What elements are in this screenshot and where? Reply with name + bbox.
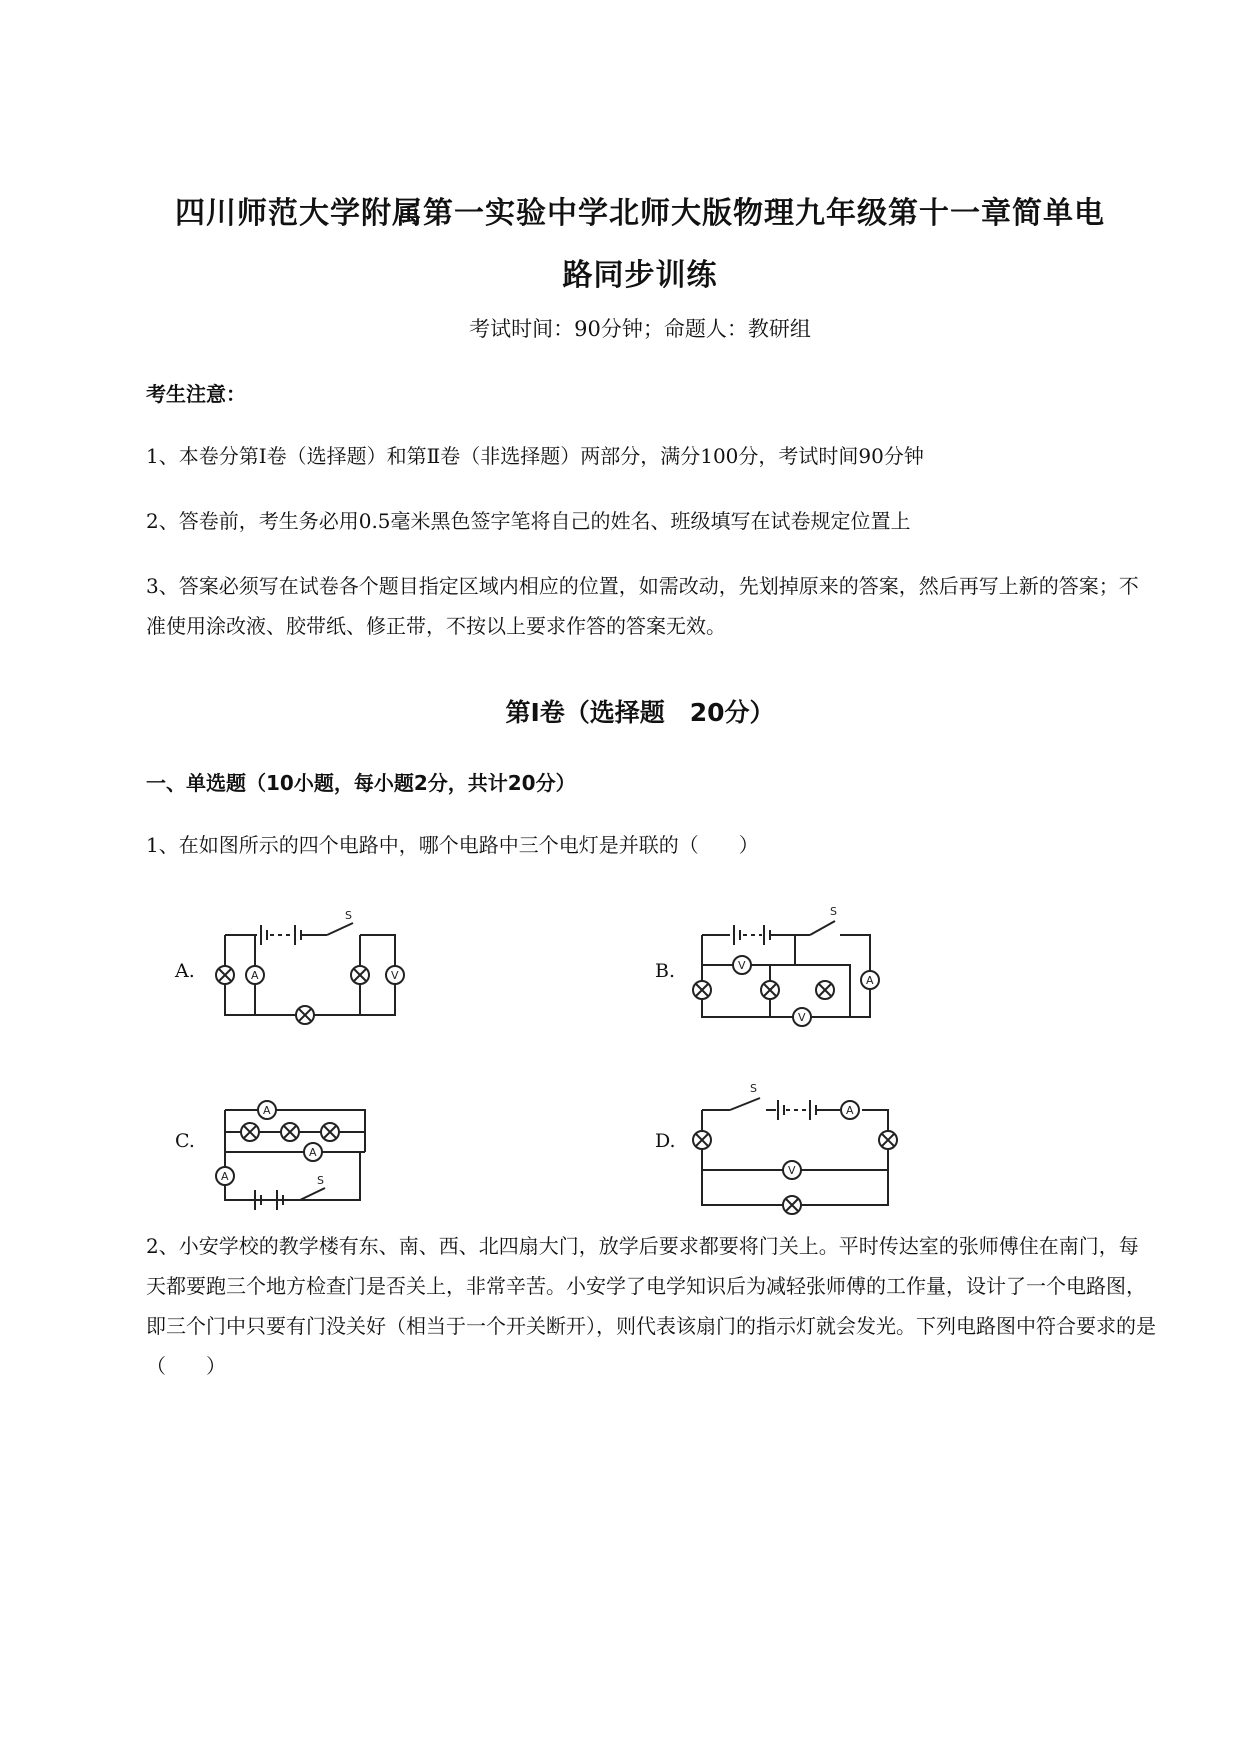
svg-text:S: S [830, 905, 837, 918]
option-a-label: A. [175, 960, 195, 982]
circuit-diagram-a [215, 905, 405, 1025]
notice-item-3: 3、答案必须写在试卷各个题目指定区域内相应的位置，如需改动，先划掉原来的答案，然后再写上新的答案；不准使用涂改液、胶带纸、修正带，不按以上要求作答的答案无效。 [146, 574, 1139, 638]
part-heading: 一、单选题（10小题，每小题2分，共计20分） [146, 771, 576, 795]
svg-text:A: A [309, 1146, 317, 1159]
svg-text:A: A [263, 1104, 271, 1117]
svg-text:V: V [798, 1011, 806, 1024]
svg-text:A: A [866, 974, 874, 987]
notice-heading: 考生注意： [146, 382, 246, 406]
option-d-label: D. [655, 1130, 676, 1152]
circuit-diagram-b [690, 905, 890, 1040]
svg-text:V: V [391, 969, 399, 982]
switch-label: S [345, 909, 352, 922]
svg-text:A: A [221, 1170, 229, 1183]
svg-text:A: A [846, 1104, 854, 1117]
exam-info: 考试时间：90分钟；命题人：教研组 [469, 317, 811, 341]
svg-text:S: S [317, 1174, 324, 1187]
page-title-line1: 四川师范大学附属第一实验中学北师大版物理九年级第十一章简单电 [175, 196, 1105, 231]
circuit-diagram-d [690, 1080, 900, 1215]
notice-item-1: 1、本卷分第Ⅰ卷（选择题）和第Ⅱ卷（非选择题）两部分，满分100分，考试时间90分钟 [146, 444, 924, 468]
notice-item-2: 2、答卷前，考生务必用0.5毫米黑色签字笔将自己的姓名、班级填写在试卷规定位置上 [146, 509, 911, 533]
page-title-line2: 路同步训练 [562, 258, 718, 293]
section-title: 第Ⅰ卷（选择题 20分） [505, 698, 775, 727]
svg-text:S: S [750, 1082, 757, 1095]
svg-text:A: A [251, 969, 259, 982]
question-1: 1、在如图所示的四个电路中，哪个电路中三个电灯是并联的（ ） [146, 833, 759, 857]
option-b-label: B. [655, 960, 676, 982]
svg-text:V: V [788, 1164, 796, 1177]
circuit-diagram-c [205, 1080, 395, 1210]
question-2: 2、小安学校的教学楼有东、南、西、北四扇大门，放学后要求都要将门关上。平时传达室的张师傅住在南门，每天都要跑三个地方检查门是否关上，非常辛苦。小安学了电学知识后为减轻张师傅的工作量，设计了一个电路图，即三个门中只要有门没关好（相当于一个开关断开），则代表该扇门的指示灯就会发光。下列电路图中符合要求的是（ ） [146, 1234, 1156, 1378]
svg-text:V: V [738, 959, 746, 972]
option-c-label: C. [175, 1130, 195, 1152]
